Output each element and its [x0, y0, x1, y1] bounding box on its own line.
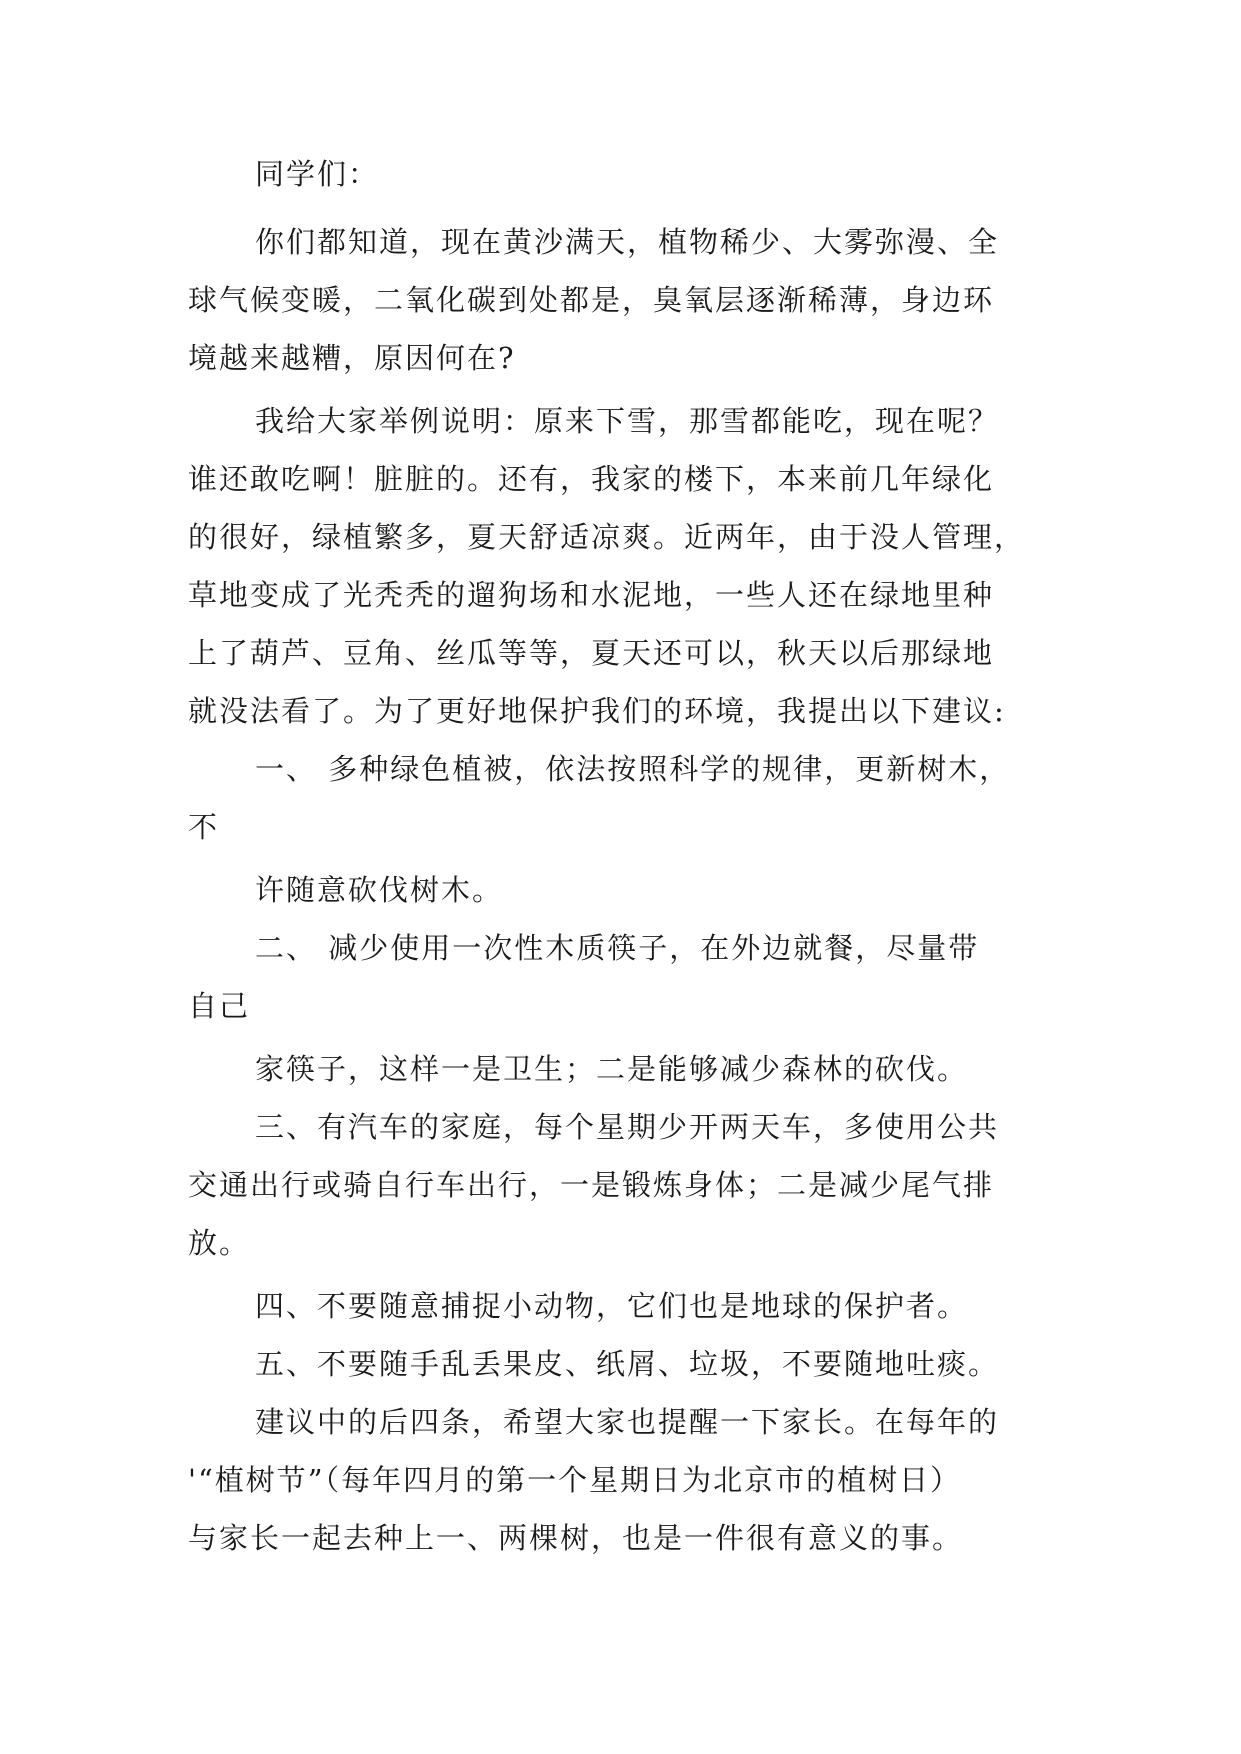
text-line: 的很好，绿植繁多，夏天舒适凉爽。近两年，由于没人管理，	[188, 520, 1026, 554]
text-line: 与家长一起去种上一、两棵树，也是一件很有意义的事。	[188, 1521, 964, 1555]
text-line: 放。	[188, 1226, 251, 1260]
text-line: 家筷子，这样一是卫生；二是能够减少森林的砍伐。	[255, 1052, 969, 1086]
suggestion-1-line: 一、 多种绿色植被，依法按照科学的规律，更新树木，	[255, 752, 1011, 786]
text-line: 就没法看了。为了更好地保护我们的环境，我提出以下建议:	[188, 694, 1006, 728]
suggestion-5-line: 五、不要随手乱丢果皮、纸屑、垃圾，不要随地吐痰。	[255, 1347, 1000, 1381]
text-line: 建议中的后四条，希望大家也提醒一下家长。在每年的	[255, 1405, 1000, 1439]
text-line: 不	[188, 810, 220, 844]
greeting-line: 同学们：	[255, 157, 380, 191]
suggestion-4-line: 四、不要随意捕捉小动物，它们也是地球的保护者。	[255, 1289, 969, 1323]
text-line: '“植树节”（每年四月的第一个星期日为北京市的植树日）	[188, 1463, 962, 1497]
text-line: 你们都知道，现在黄沙满天，植物稀少、大雾弥漫、全	[255, 225, 1000, 259]
suggestion-2-line: 二、 减少使用一次性木质筷子，在外边就餐，尽量带	[255, 931, 980, 965]
text-line: 许随意砍伐树木。	[255, 873, 504, 907]
text-line: 谁还敢吃啊！脏脏的。还有，我家的楼下，本来前几年绿化	[188, 462, 995, 496]
text-line: 上了葫芦、豆角、丝瓜等等，夏天还可以，秋天以后那绿地	[188, 636, 995, 670]
text-line: 草地变成了光秃秃的遛狗场和水泥地，一些人还在绿地里种	[188, 578, 995, 612]
text-line: 我给大家举例说明：原来下雪，那雪都能吃，现在呢？	[255, 404, 1000, 438]
text-line: 境越来越糟，原因何在?	[188, 341, 516, 375]
text-line: 球气候变暖，二氧化碳到处都是，臭氧层逐渐稀薄，身边环	[188, 283, 995, 317]
text-line: 自己	[188, 989, 251, 1023]
text-line: 交通出行或骑自行车出行，一是锻炼身体；二是减少尾气排	[188, 1168, 995, 1202]
suggestion-3-line: 三、有汽车的家庭，每个星期少开两天车，多使用公共	[255, 1110, 1000, 1144]
